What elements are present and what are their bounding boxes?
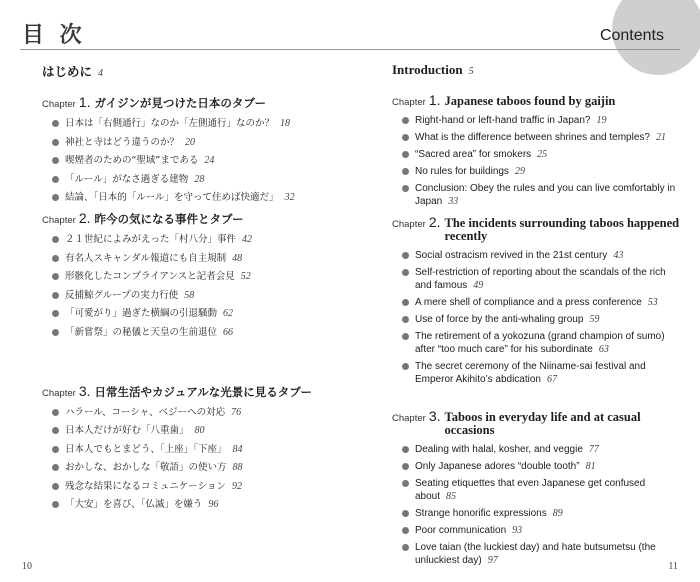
intro-page: 5 [468,66,474,77]
chapter-title: 日常生活やカジュアルな光景に見るタブー [94,384,312,399]
chapter-title: Taboos in everyday life and at casual occasions [444,410,641,437]
toc-entry[interactable] [52,270,332,283]
toc-entry-page: 25 [537,149,548,160]
bullet-dot-icon [52,176,59,183]
bullet-dot-icon [402,168,409,175]
toc-entry-text: 結論、「日本的「ルール」を守って住めば快適だ」 [65,192,279,203]
chapter-items [42,233,332,339]
toc-entry-page: 49 [473,280,484,291]
toc-entry[interactable] [402,249,684,262]
bullet-dot-icon [402,117,409,124]
title-rule [20,49,680,50]
intro-page: 4 [98,68,104,79]
toc-entry[interactable] [402,165,684,178]
toc-entry-text: 「大安」を喜び、「仏滅」を嫌う [65,499,203,510]
intro-title: Introduction [392,62,463,77]
bullet-dot-icon [402,363,409,370]
toc-entry[interactable] [402,443,684,456]
bullet-dot-icon [52,255,59,262]
bullet-dot-icon [52,446,59,453]
page-number-right: 11 [668,561,678,572]
toc-entry-text: 形骸化したコンプライアンスと記者会見 [65,271,235,282]
toc-entry-text: 喫煙者のための“聖域”まである [65,155,199,166]
toc-entry[interactable] [52,154,332,167]
toc-entry-page: 21 [655,132,666,143]
chapter-number: 1. [78,94,91,110]
bullet-dot-icon [52,194,59,201]
chapter-heading[interactable] [42,210,332,227]
bullet-dot-icon [402,151,409,158]
toc-entry-page: 28 [194,173,205,185]
toc-entry-text: No rules for buildings [415,166,509,177]
toc-entry-text: 日本人だけが好む「八重歯」 [65,425,189,436]
toc-entry[interactable] [52,173,332,186]
toc-entry-text: 神社と寺はどう違うのか？ [65,136,180,148]
chapter-title: 昨今の気になる事件とタブー [94,212,244,226]
toc-entry-page: 20 [185,136,196,148]
bullet-dot-icon [52,273,59,280]
chapter-items [392,114,684,208]
bullet-dot-icon [402,446,409,453]
toc-entry[interactable] [52,289,332,302]
toc-entry-page: 67 [547,374,557,385]
toc-entry[interactable] [402,148,684,161]
toc-entry-text: ２１世紀によみがえった「村八分」事件 [65,234,237,245]
toc-entry-text: 反捕鯨グループの実力行使 [65,289,179,301]
toc-entry-page: 24 [204,155,215,166]
toc-entry-page: 76 [231,406,242,418]
toc-entry[interactable] [52,480,332,493]
chapter-2 [42,210,332,339]
bullet-dot-icon [402,527,409,534]
toc-entry-text: A mere shell of compliance and a press conference [415,297,642,308]
bullet-dot-icon [52,292,59,299]
toc-entry[interactable] [402,524,684,537]
chapter-number: 1. [428,92,441,108]
toc-entry[interactable] [52,191,332,204]
chapter-items [42,117,332,204]
contents-label: Contents [599,27,664,44]
toc-entry[interactable] [52,233,332,246]
toc-entry-text: Conclusion: Obey the rules and you can live comfortably in Japan [415,183,676,207]
chapter-1 [42,94,332,204]
toc-entry-text: Love taian (the luckiest day) and hate butsumetsu (the unluckiest day) [415,542,656,566]
bullet-dot-icon [52,120,59,127]
toc-entry-page: 43 [613,250,624,261]
toc-entry-page: 29 [514,166,525,177]
toc-entry[interactable] [402,266,684,292]
toc-entry[interactable] [52,443,332,456]
chapter-word: Chapter [42,99,76,110]
intro-entry[interactable] [42,62,332,80]
chapter-number: 2. [78,210,91,226]
chapter-title: The incidents surrounding taboos happened recently [444,216,680,243]
toc-entry-text: What is the difference between shrines and temples? [415,132,650,143]
toc-entry[interactable] [52,252,332,265]
chapter-2 [392,214,684,386]
toc-entry-text: Strange honorific expressions [415,508,547,519]
toc-entry-text: Dealing with halal, kosher, and veggie [415,444,583,455]
toc-entry-page: 81 [585,461,596,472]
toc-entry-text: おかしな、おかしな「敬語」の使い方 [65,462,227,473]
toc-entry-page: 80 [194,425,205,436]
bullet-dot-icon [52,409,59,416]
chapter-items [392,249,684,386]
bullet-dot-icon [52,501,59,508]
toc-entry-page: 52 [240,271,251,282]
toc-entry[interactable] [52,136,332,149]
toc-entry-page: 33 [448,196,459,207]
bullet-dot-icon [402,299,409,306]
bullet-dot-icon [52,427,59,434]
toc-entry-text: Only Japanese adores “double tooth” [415,461,580,472]
toc-entry-page: 96 [208,499,219,510]
chapter-items [392,443,684,567]
chapter-title: Japanese taboos found by gaijin [444,94,616,108]
toc-entry-text: 日本人でもとまどう、「上座」「下座」 [65,443,227,455]
toc-entry[interactable] [52,117,332,130]
chapter-word: Chapter [42,387,76,399]
toc-entry-text: 「新嘗祭」の秘儀と天皇の生前退位 [65,326,218,338]
bullet-dot-icon [402,316,409,323]
toc-entry[interactable] [52,461,332,474]
toc-entry-page: 84 [232,443,243,455]
bullet-dot-icon [402,134,409,141]
chapter-heading[interactable] [392,92,684,108]
bullet-dot-icon [402,463,409,470]
bullet-dot-icon [52,157,59,164]
intro-title: はじめに [42,64,93,79]
toc-entry-page: 77 [588,444,599,455]
chapter-heading[interactable] [42,94,332,111]
toc-entry[interactable] [402,330,684,356]
chapter-number: 3. [78,382,91,399]
chapter-word: Chapter [392,97,426,108]
toc-entry-page: 48 [232,252,243,264]
chapter-heading[interactable] [392,214,684,243]
toc-entry-page: 58 [184,289,195,301]
toc-entry-page: 18 [280,118,291,129]
toc-entry-text: Seating etiquettes that even Japanese get confused about [415,478,646,502]
toc-entry[interactable] [402,114,684,127]
toc-entry[interactable] [402,182,684,208]
chapter-word: Chapter [392,413,426,424]
toc-entry-page: 63 [598,344,609,355]
toc-entry-page: 88 [232,462,243,473]
toc-entry[interactable] [52,498,332,511]
toc-entry-page: 42 [242,234,253,245]
toc-entry-page: 19 [596,115,607,126]
toc-entry-page: 32 [284,192,295,203]
toc-entry-text: Poor communication [415,525,507,536]
chapter-word: Chapter [42,215,76,226]
toc-entry-text: 日本は「右側通行」なのか「左側通行」なのか？ [65,118,275,129]
toc-entry-text: The retirement of a yokozuna (grand champion of sumo) after “too much care” for his subordinate [415,331,665,355]
bullet-dot-icon [402,480,409,487]
toc-entry-text: Social ostracism revived in the 21st century [415,250,608,261]
chapter-heading[interactable] [392,408,684,437]
chapter-number: 3. [428,408,441,424]
intro-entry[interactable] [392,62,684,78]
bullet-dot-icon [52,236,59,243]
toc-japanese-column [42,62,332,517]
page-number-left: 10 [22,561,32,572]
bullet-dot-icon [402,252,409,259]
toc-entry-page: 97 [487,555,498,566]
toc-entry[interactable] [402,296,684,309]
chapter-items [42,406,332,512]
chapter-3 [392,408,684,567]
toc-entry-text: “Sacred area” for smokers [415,149,532,160]
toc-entry-page: 59 [589,314,600,325]
toc-english-column [392,62,684,571]
chapter-heading[interactable] [42,383,332,400]
toc-entry[interactable] [402,131,684,144]
bullet-dot-icon [402,510,409,517]
toc-entry[interactable] [52,406,332,419]
toc-entry-page: 92 [231,480,242,492]
toc-entry-page: 85 [446,491,457,502]
chapter-word: Chapter [392,219,426,230]
toc-entry-text: Self-restriction of reporting about the scandals of the rich and famous [415,267,666,291]
toc-entry-page: 66 [223,326,234,338]
toc-entry[interactable] [402,541,684,567]
bullet-dot-icon [52,464,59,471]
bullet-dot-icon [52,329,59,336]
toc-entry-text: Use of force by the anti-whaling group [415,314,584,325]
bullet-dot-icon [52,139,59,146]
toc-entry-page: 53 [647,297,658,308]
toc-entry-page: 89 [552,508,563,519]
toc-entry[interactable] [52,424,332,437]
toc-entry-text: ハラール、コーシャ、ベジーへの対応 [65,406,226,418]
chapter-3 [42,383,332,512]
toc-entry[interactable] [402,360,684,386]
toc-entry[interactable] [402,477,684,503]
chapter-title: ガイジンが見つけた日本のタブー [94,96,267,110]
bullet-dot-icon [402,269,409,276]
toc-entry[interactable] [52,326,332,339]
toc-entry-text: 「可愛がり」過ぎた横綱の引退騒動 [65,308,218,319]
toc-entry-text: The secret ceremony of the Niiname-sai festival and Emperor Akihito’s abdication [415,361,646,385]
bullet-dot-icon [402,185,409,192]
toc-entry-page: 93 [512,525,523,536]
chapter-1 [392,92,684,208]
toc-entry[interactable] [402,460,684,473]
toc-entry-text: Right-hand or left-hand traffic in Japan? [415,115,591,126]
toc-entry[interactable] [402,507,684,520]
bullet-dot-icon [402,544,409,551]
toc-entry-text: 「ルール」がなさ過ぎる建物 [65,173,189,185]
bullet-dot-icon [52,310,59,317]
toc-entry[interactable] [52,307,332,320]
bullet-dot-icon [52,483,59,490]
bullet-dot-icon [402,333,409,340]
toc-entry-text: 残念な結果になるコミュニケーション [65,480,226,492]
toc-entry-text: 有名人スキャンダル報道にも自主規制 [65,252,227,264]
page-title: 目 次 [22,23,86,48]
toc-entry-page: 62 [223,308,234,319]
chapter-number: 2. [428,214,441,230]
toc-entry[interactable] [402,313,684,326]
